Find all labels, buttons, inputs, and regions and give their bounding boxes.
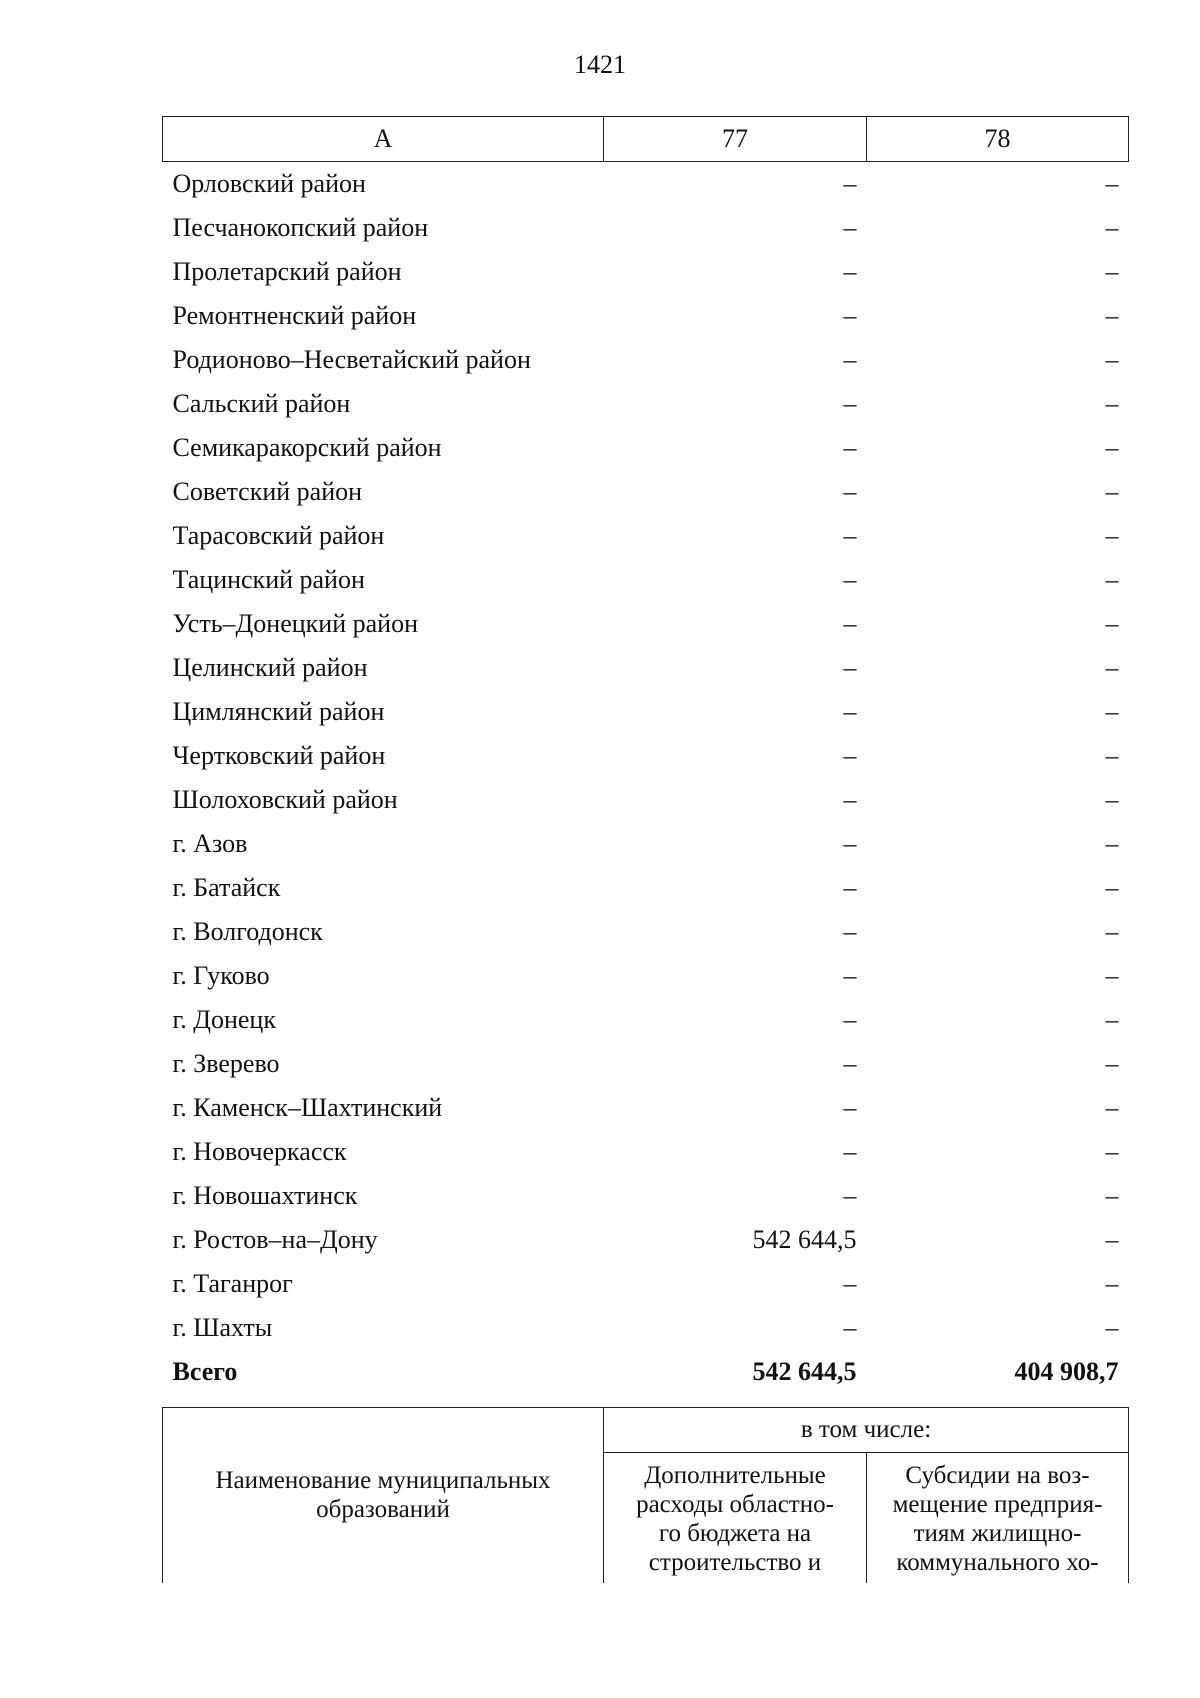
page-number: 1421 — [574, 50, 626, 79]
value-77: – — [843, 1005, 857, 1034]
description-line: мещение предприя- — [892, 1491, 1103, 1518]
table-row — [163, 162, 1129, 207]
description-line: Дополнительные — [644, 1462, 826, 1489]
table-row — [163, 426, 1129, 470]
value-77: – — [843, 829, 857, 858]
value-78: – — [1105, 609, 1119, 638]
value-77: – — [843, 257, 857, 286]
table-row — [163, 998, 1129, 1042]
table-row — [163, 338, 1129, 382]
value-78: – — [1105, 1225, 1119, 1254]
municipality-name: Шолоховский район — [172, 785, 398, 814]
municipality-name: г. Зверево — [172, 1049, 280, 1078]
table-row — [163, 690, 1129, 734]
municipality-name: Советский район — [172, 477, 363, 506]
value-77: – — [843, 301, 857, 330]
value-78: – — [1105, 1005, 1119, 1034]
value-78: – — [1105, 345, 1119, 374]
value-78: – — [1105, 521, 1119, 550]
value-77: – — [843, 697, 857, 726]
value-77: – — [843, 1313, 857, 1342]
municipality-name: Тацинский район — [172, 565, 365, 594]
value-77: – — [843, 477, 857, 506]
municipality-name: Целинский район — [172, 653, 368, 682]
table-header-row — [163, 117, 1129, 162]
description-line: коммунального хо- — [896, 1549, 1099, 1576]
table-row — [163, 382, 1129, 426]
value-78: – — [1105, 1093, 1119, 1122]
value-78: – — [1105, 1313, 1119, 1342]
value-77: – — [843, 1049, 857, 1078]
data-table — [162, 116, 1129, 1394]
value-77: – — [843, 785, 857, 814]
column-header-78: 78 — [867, 117, 1129, 162]
municipality-name: Сальский район — [172, 389, 351, 418]
value-78: – — [1105, 697, 1119, 726]
table-row — [163, 206, 1129, 250]
table-body — [163, 162, 1129, 1395]
value-77: – — [843, 741, 857, 770]
municipality-name: Цимлянский район — [172, 697, 385, 726]
value-78: – — [1105, 301, 1119, 330]
value-77: – — [843, 1137, 857, 1166]
table-row — [163, 734, 1129, 778]
value-78: – — [1105, 1137, 1119, 1166]
municipality-name: Тарасовский район — [172, 521, 385, 550]
table-row — [163, 954, 1129, 998]
value-77: – — [843, 1181, 857, 1210]
value-78: – — [1105, 1049, 1119, 1078]
table-row — [163, 866, 1129, 910]
table-row — [163, 250, 1129, 294]
value-78: – — [1105, 653, 1119, 682]
table-row — [163, 646, 1129, 690]
municipality-name: Родионово–Несветайский район — [172, 345, 531, 374]
value-77: – — [843, 345, 857, 374]
total-value-77: 542 644,5 — [752, 1357, 857, 1386]
table-row — [163, 1218, 1129, 1262]
municipality-name: Пролетарский район — [172, 257, 402, 286]
value-77: – — [843, 873, 857, 902]
municipality-name: г. Гуково — [172, 961, 270, 990]
value-78: – — [1105, 257, 1119, 286]
value-77: – — [843, 961, 857, 990]
value-77: – — [843, 1269, 857, 1298]
value-77: – — [843, 213, 857, 242]
column-header-77: 77 — [604, 117, 867, 162]
municipality-name: Чертковский район — [172, 741, 386, 770]
value-77: – — [843, 1093, 857, 1122]
name-header-line: образований — [316, 1496, 450, 1523]
table-row — [163, 910, 1129, 954]
municipality-name: г. Таганрог — [172, 1269, 293, 1298]
value-77: – — [843, 433, 857, 462]
column-78-description — [867, 1453, 1129, 1584]
value-78: – — [1105, 1269, 1119, 1298]
including-header: в том числе: — [604, 1408, 1129, 1453]
value-77: – — [843, 521, 857, 550]
table-row — [163, 1130, 1129, 1174]
municipality-name: Орловский район — [172, 169, 366, 198]
value-78: – — [1105, 917, 1119, 946]
total-row — [163, 1350, 1129, 1394]
table-row — [163, 1086, 1129, 1130]
value-78: – — [1105, 873, 1119, 902]
table-row — [163, 1262, 1129, 1306]
municipality-name: г. Шахты — [172, 1313, 273, 1342]
value-77: – — [843, 169, 857, 198]
municipality-name: г. Донецк — [172, 1005, 276, 1034]
column-77-description — [604, 1453, 867, 1584]
name-header-line: Наименование муниципальных — [215, 1467, 551, 1494]
table-row — [163, 514, 1129, 558]
value-77: – — [843, 917, 857, 946]
value-78: – — [1105, 433, 1119, 462]
municipality-name: Песчанокопский район — [172, 213, 429, 242]
value-77: 542 644,5 — [752, 1225, 857, 1254]
value-78: – — [1105, 829, 1119, 858]
table-row — [163, 778, 1129, 822]
value-78: – — [1105, 1181, 1119, 1210]
municipality-name: Ремонтненский район — [172, 301, 417, 330]
municipality-name: г. Ростов–на–Дону — [172, 1225, 378, 1254]
municipality-name: г. Волгодонск — [172, 917, 323, 946]
description-line: строительство и — [648, 1549, 822, 1576]
continued-header-table — [162, 1407, 1129, 1583]
table-row — [163, 294, 1129, 338]
table-row — [163, 470, 1129, 514]
table-row — [163, 1042, 1129, 1086]
municipality-name-header — [163, 1408, 604, 1584]
municipality-name: г. Батайск — [172, 873, 281, 902]
municipality-name: г. Новошахтинск — [172, 1181, 358, 1210]
value-78: – — [1105, 741, 1119, 770]
value-77: – — [843, 565, 857, 594]
total-value-78: 404 908,7 — [1014, 1357, 1119, 1386]
value-77: – — [843, 389, 857, 418]
column-header-a: А — [163, 117, 604, 162]
table-row — [163, 1174, 1129, 1218]
description-line: го бюджета на — [658, 1520, 812, 1547]
value-78: – — [1105, 785, 1119, 814]
value-78: – — [1105, 477, 1119, 506]
table-row — [163, 822, 1129, 866]
municipality-name: Семикаракорский район — [172, 433, 442, 462]
value-78: – — [1105, 169, 1119, 198]
value-78: – — [1105, 389, 1119, 418]
municipality-name: г. Каменск–Шахтинский — [172, 1093, 443, 1122]
table-row — [163, 558, 1129, 602]
description-line: расходы областно- — [636, 1491, 834, 1518]
table-row — [163, 1306, 1129, 1350]
value-77: – — [843, 653, 857, 682]
value-78: – — [1105, 565, 1119, 594]
value-78: – — [1105, 213, 1119, 242]
municipality-name: г. Новочеркасск — [172, 1137, 347, 1166]
municipality-name: Усть–Донецкий район — [172, 609, 418, 638]
value-77: – — [843, 609, 857, 638]
table-row — [163, 602, 1129, 646]
description-line: тиям жилищно- — [913, 1520, 1082, 1547]
value-78: – — [1105, 961, 1119, 990]
description-line: Субсидии на воз- — [905, 1462, 1090, 1489]
total-label: Всего — [172, 1357, 238, 1386]
municipality-name: г. Азов — [172, 829, 248, 858]
